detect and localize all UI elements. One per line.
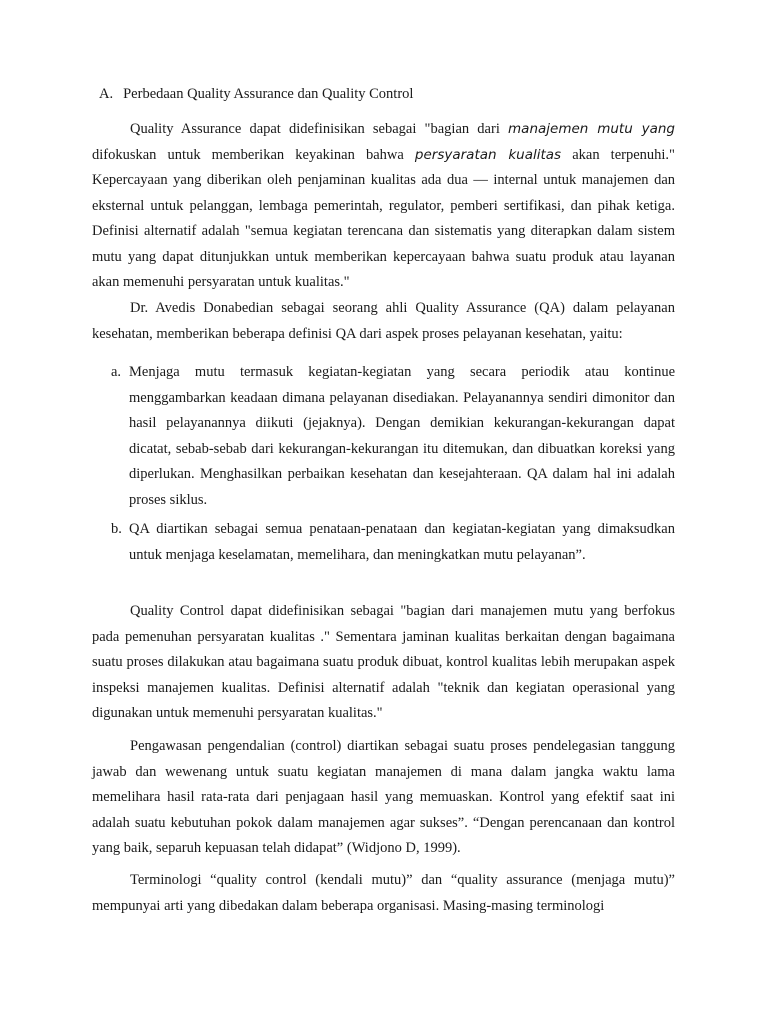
section-title: Perbedaan Quality Assurance dan Quality Control	[123, 86, 414, 102]
italic-term: persyaratan kualitas	[414, 146, 562, 163]
list-item	[111, 517, 675, 568]
section-heading	[99, 86, 413, 103]
paragraph-qc-definition: Quality Control dapat didefinisikan sebagai "bagian dari manajemen mutu yang berfokus pada pemenuhan persyaratan kualitas ." Sementara jaminan kualitas berkaitan dengan bagaimana suatu proses dilakukan atau bagaimana suatu produk dibuat, kontrol kualitas lebih merupakan aspek inspeksi manajemen kualitas. Definisi alternatif adalah "teknik dan kegiatan operasional yang digunakan untuk memenuhi persyaratan kualitas."	[92, 603, 675, 721]
paragraph-qa-definition	[92, 117, 675, 296]
list-marker: b.	[111, 521, 122, 537]
paragraph-text: difokuskan untuk memberikan keyakinan bahwa	[92, 146, 415, 163]
list-item	[111, 360, 675, 513]
paragraph-control: Pengawasan pengendalian (control) diartikan sebagai suatu proses pendelegasian tanggung jawab dan wewenang untuk suatu kegiatan manajemen di mana dalam jangka waktu lama memelihara hasil rata-rata dari penjagaan hasil yang memuaskan. Kontrol yang efektif saat ini adalah suatu kebutuhan pokok dalam manajemen agar sukses”. “Dengan perencanaan dan kontrol yang baik, separuh kepuasan telah didapat” (Widjono D, 1999).	[92, 738, 675, 856]
list-item-text: Menjaga mutu termasuk kegiatan-kegiatan yang secara periodik atau kontinue menggambarkan keadaan dimana pelayanan disediakan. Pelayanannya sendiri dimonitor dan hasil pelayanannya diikuti (jejaknya). Dengan demikian kekurangan-kekurangan dapat dicatat, sebab-sebab dari kekurangan-kekurangan itu ditemukan, dan dibuatkan koreksi yang diperlukan. Menghasilkan perbaikan kesehatan dan kesejahteraan. QA dalam hal ini adalah proses siklus.	[129, 364, 675, 508]
paragraph-donabedian: Dr. Avedis Donabedian sebagai seorang ahli Quality Assurance (QA) dalam pelayanan kesehatan, memberikan beberapa definisi QA dari aspek proses pelayanan kesehatan, yaitu:	[92, 300, 675, 342]
italic-term: manajemen mutu yang	[508, 121, 675, 137]
paragraph-terminology: Terminologi “quality control (kendali mutu)” dan “quality assurance (menjaga mutu)” mempunyai arti yang dibedakan dalam beberapa organisasi. Masing-masing terminologi	[92, 872, 675, 914]
list-marker: a.	[111, 364, 122, 380]
paragraph-text: Quality Assurance dapat didefinisikan sebagai "bagian dari	[130, 121, 509, 137]
section-number: A.	[99, 86, 114, 102]
list-item-text: QA diartikan sebagai semua penataan-penataan dan kegiatan-kegiatan yang dimaksudkan untuk menjaga keselamatan, memelihara, dan meningkatkan mutu pelayanan”.	[129, 521, 675, 563]
paragraph-text: akan terpenuhi." Kepercayaan yang diberikan oleh penjaminan kualitas ada dua — internal untuk manajemen dan eksternal untuk pelanggan, lembaga pemerintah, regulator, pemberi sertifikasi, dan pihak ketiga. Definisi alternatif adalah "semua kegiatan terencana dan sistematis yang diterapkan dalam sistem mutu yang dapat ditunjukkan untuk memberikan kepercayaan bahwa suatu produk atau layanan akan memenuhi persyaratan untuk kualitas."	[92, 146, 675, 290]
